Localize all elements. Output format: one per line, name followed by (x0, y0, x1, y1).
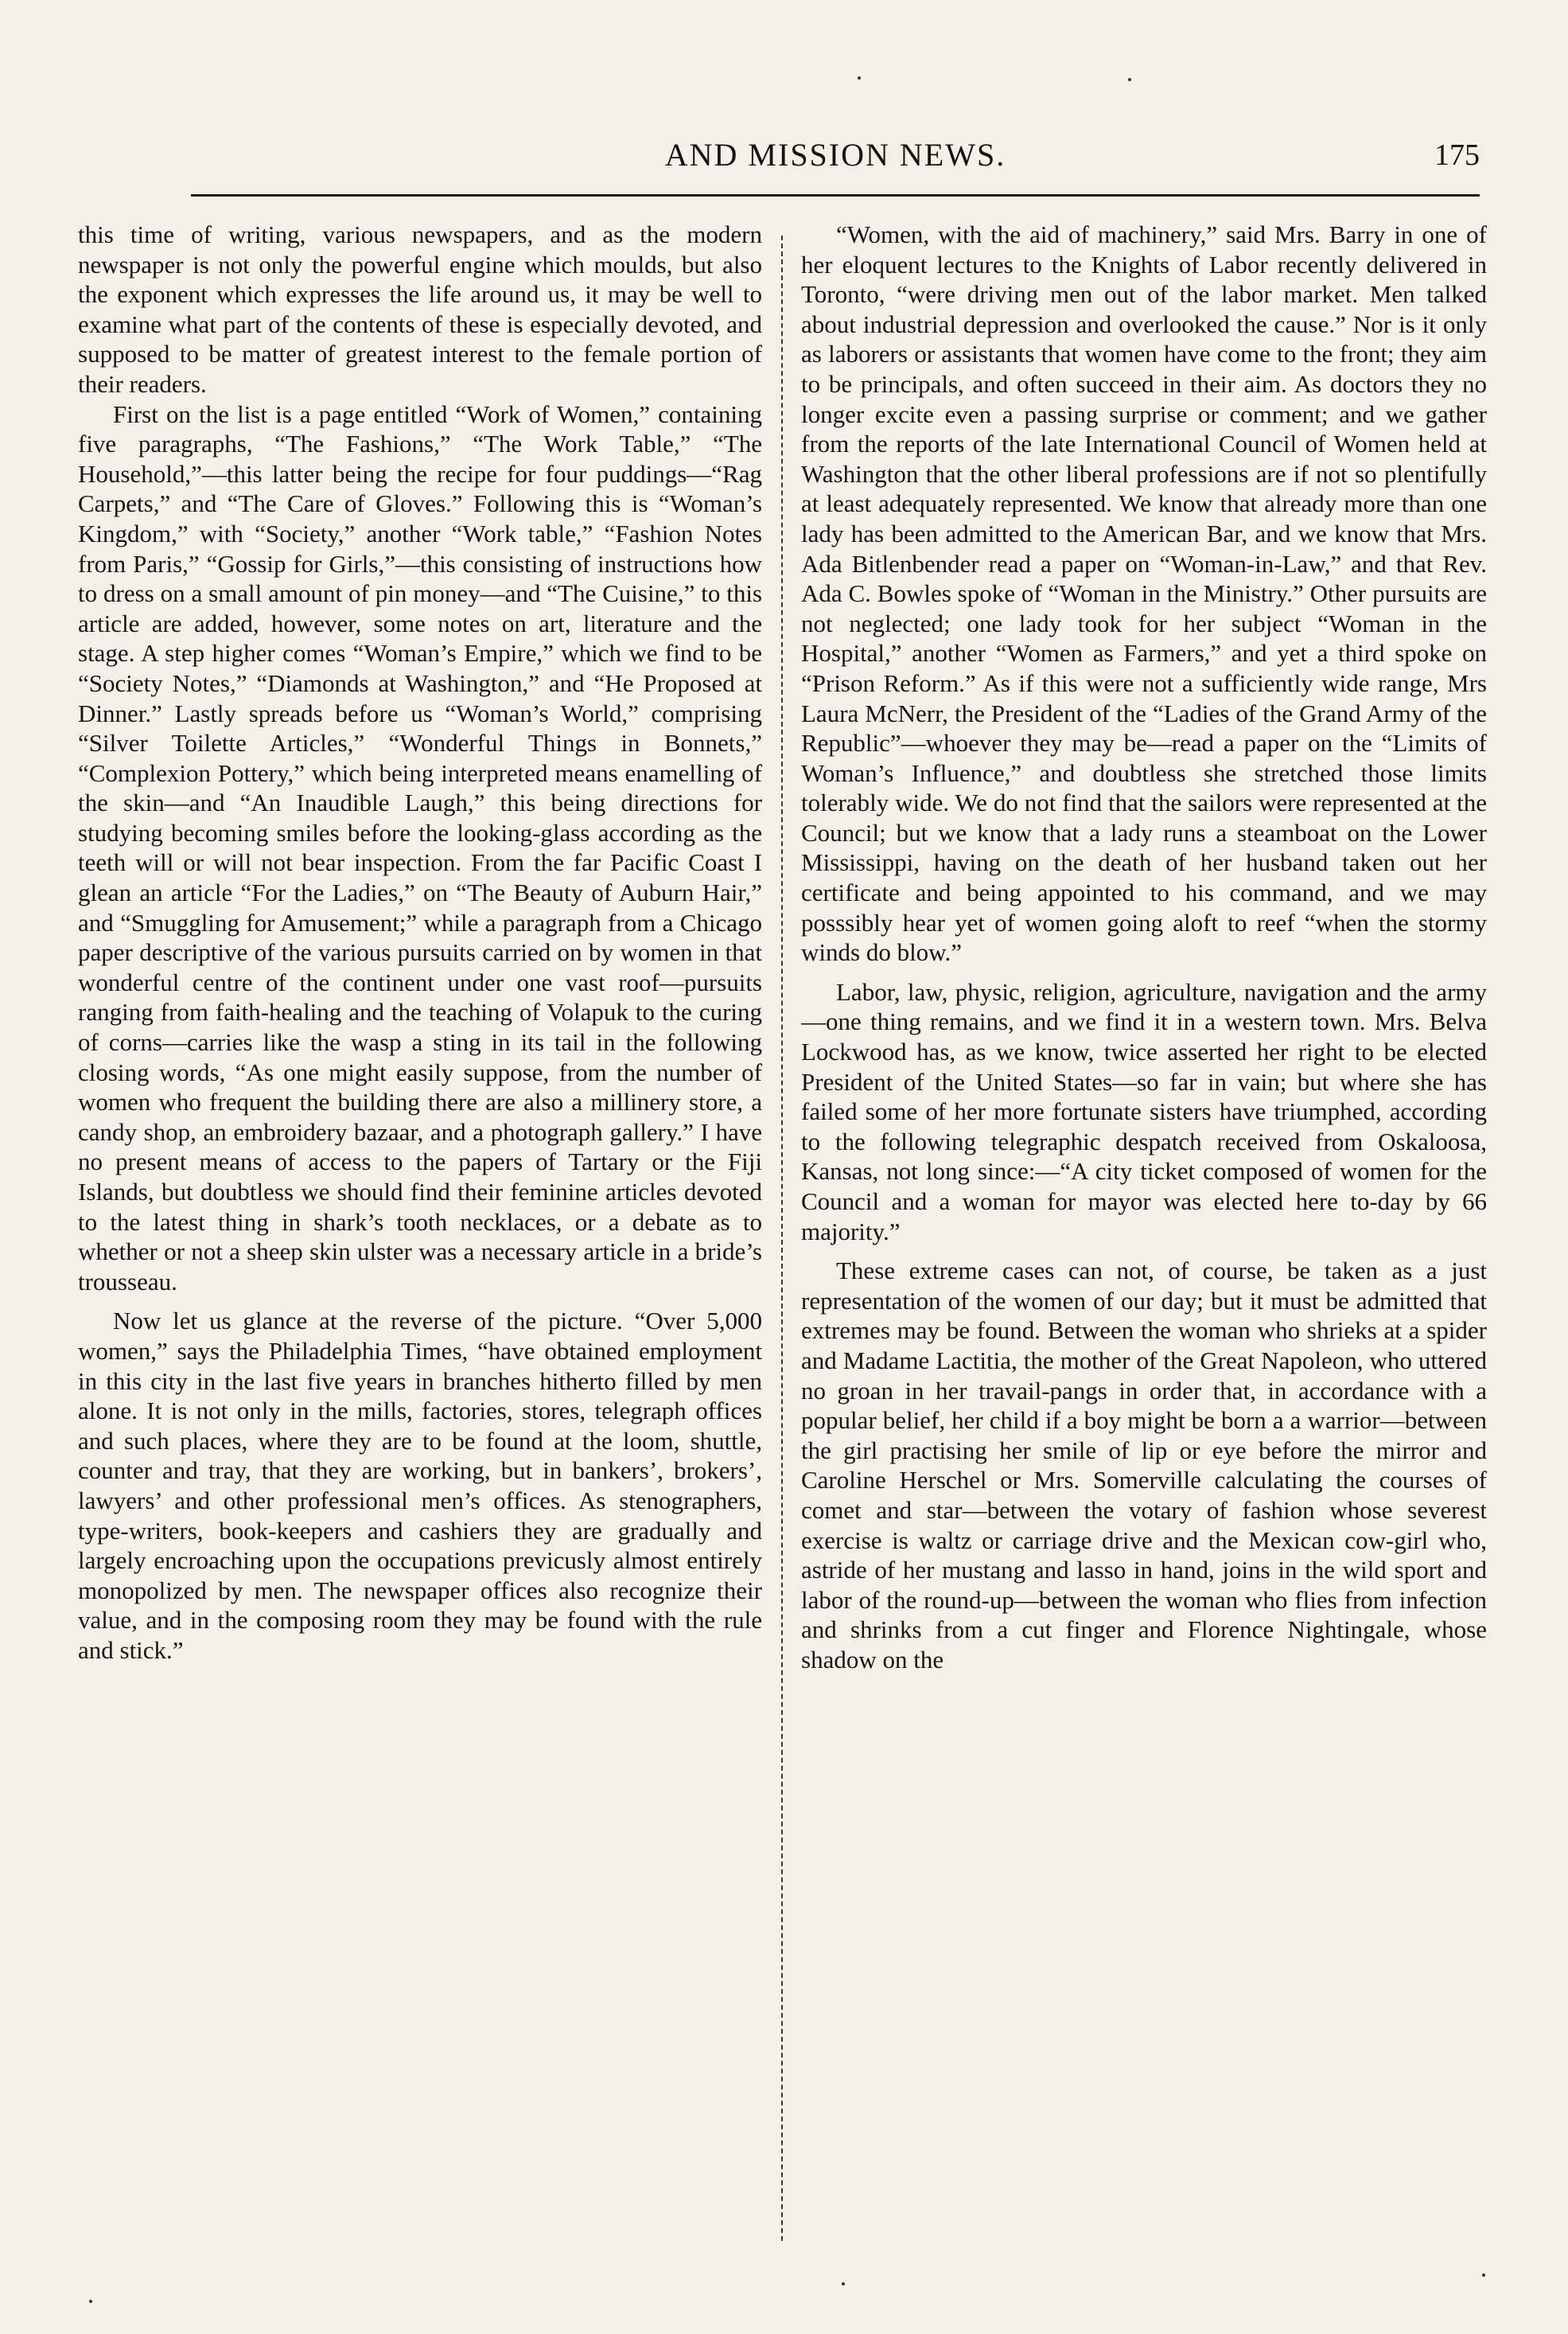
page-number: 175 (1434, 138, 1480, 172)
left-column (78, 220, 762, 2265)
paragraph: this time of writing, various newspapers, and as the modern newspaper is not only the powerful engine which moulds, but also the exponent which expresses the life around us, it may be well to examine what part of the contents of these is especially devoted, and supposed to be matter of greatest interest to the female portion of their readers. (78, 220, 762, 398)
running-head (191, 134, 1480, 181)
paragraph: “Women, with the aid of machinery,” said Mrs. Barry in one of her eloquent lectures to the Knights of Labor recently delivered in Toronto, “were driving men out of the labor market. Men talked about industrial depression and overlooked the cause.” Nor is it only as laborers or assistants that women have come to the front; they aim to be principals, and often succeed in their aim. As doctors they no longer excite even a passing surprise or comment; and we gather from the reports of the late International Council of Women held at Washington that the other liberal professions are if not so plentifully at least adequately represented. We know that already more than one lady has been admitted to the American Bar, and we know that Mrs. Ada Bitlenbender read a paper on “Woman-in-Law,” and that Rev. Ada C. Bowles spoke of “Woman in the Ministry.” Other pursuits are not neglected; one lady took for her subject “Woman in the Hospital,” another “Women as Farmers,” and yet a third spoke on “Prison Reform.” As if this were not a sufficiently wide range, Mrs Laura McNerr, the President of the “Ladies of the Grand Army of the Republic”—whoever they may be—read a paper on the “Limits of Woman’s Influence,” and doubtless she stretched those limits tolerably wide. We do not find that the sailors were represented at the Council; but we know that a lady runs a steamboat on the Lower Mississippi, having on the death of her husband taken out her certificate and being appointed to his command, and we may posssibly hear yet of women going aloft to reef “when the stormy winds do blow.” (801, 220, 1487, 967)
paragraph: These extreme cases can not, of course, be taken as a just representation of the women of our day; but it must be admitted that extremes may be found. Between the woman who shrieks at a spider and Madame Lactitia, the mother of the Great Napoleon, who uttered no groan in her travail-pangs in order that, in accordance with a popular belief, her child if a boy might be born a a warrior—between the girl practising her smile of lip or eye before the mirror and Caroline Herschel or Mrs. Somerville calculating the courses of comet and star—between the votary of fashion whose severest exercise is waltz or carriage drive and the Mexican cow-girl who, astride of her mustang and lasso in hand, joins in the wild sport and labor of the round-up—between the woman who flies from infection and shrinks from a cut finger and Florence Nightingale, whose shadow on the (801, 1257, 1487, 1674)
header-rule (191, 194, 1480, 197)
right-column (801, 220, 1487, 2265)
paragraph: Now let us glance at the reverse of the picture. “Over 5,000 women,” says the Philadelphia Times, “have obtained employment in this city in the last five years in branches hitherto filled by men alone. It is not only in the mills, factories, stores, telegraph offices and such places, where they are to be found at the loom, shuttle, counter and tray, that they are working, but in bankers’, brokers’, lawyers’ and other professional men’s offices. As stenographers, type-writers, book-keepers and cashiers they are gradually and largely encroaching upon the occupations previcusly almost entirely monopolized by men. The newspaper offices also recognize their value, and in the composing room they may be found with the rule and stick.” (78, 1307, 762, 1664)
paragraph: First on the list is a page entitled “Work of Women,” containing five paragraphs, “The Fashions,” “The Work Table,” “The Household,”—this latter being the recipe for four puddings—“Rag Carpets,” and “The Care of Gloves.” Following this is “Woman’s Kingdom,” with “Society,” another “Work table,” “Fashion Notes from Paris,” “Gossip for Girls,”—this consisting of instructions how to dress on a small amount of pin money—and “The Cuisine,” to this article are added, however, some notes on art, literature and the stage. A step higher comes “Woman’s Empire,” which we find to be “Society Notes,” “Diamonds at Washington,” and “He Proposed at Dinner.” Lastly spreads before us “Woman’s World,” comprising “Silver Toilette Articles,” “Wonderful Things in Bonnets,” “Complexion Pottery,” which being interpreted means enamelling of the skin—and “An Inaudible Laugh,” this being directions for studying becoming smiles before the looking-glass according as the teeth will or will not bear inspection. From the far Pacific Coast I glean an article “For the Ladies,” on “The Beauty of Auburn Hair,” and “Smuggling for Amusement;” while a paragraph from a Chicago paper descriptive of the various pursuits carried on by women in that wonderful centre of the continent under one vast roof—pursuits ranging from faith-healing and the teaching of Volapuk to the curing of corns—carries like the wasp a sting in its tail in the following closing words, “As one might easily suppose, from the number of women who frequent the building there are also a millinery store, a candy shop, an embroidery bazaar, and a photograph gallery.” I have no present means of access to the papers of Tartary or the Fiji Islands, but doubtless we should find their feminine articles devoted to the latest thing in shark’s tooth necklaces, or a debate as to whether or not a sheep skin ulster was a necessary article in a bride’s trousseau. (78, 399, 762, 1296)
running-title: AND MISSION NEWS. (664, 137, 1006, 173)
paragraph: Labor, law, physic, religion, agriculture, navigation and the army—one thing remains, and we find it in a western town. Mrs. Belva Lockwood has, as we know, twice asserted her right to be elected President of the United States—so far in vain; but where she has failed some of her more fortunate sisters have triumphed, according to the following telegraphic despatch received from Oskaloosa, Kansas, not long since:—“A city ticket composed of women for the Council and a woman for mayor was elected here to-day by 66 majority.” (801, 977, 1487, 1245)
column-divider (781, 236, 783, 2241)
